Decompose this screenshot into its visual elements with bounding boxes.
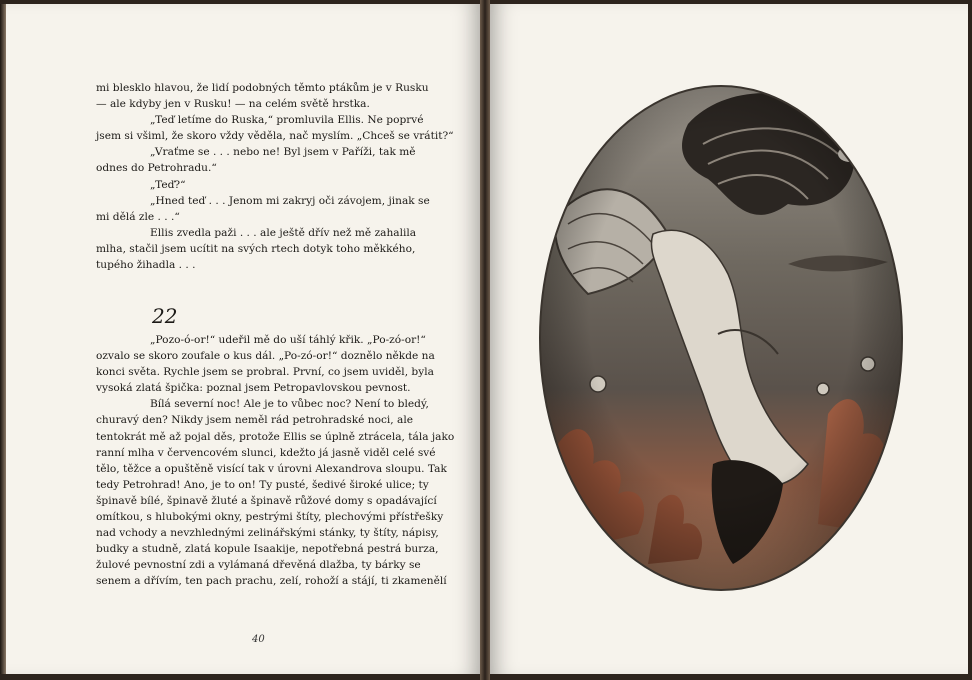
text-line: nad vchody a nevzhlednými zelinářskými stánky, ty štíty, nápisy, (96, 527, 439, 540)
text-line: Bílá severní noc! Ale je to vůbec noc? Není to bledý, (150, 398, 429, 411)
text-line: tělo, těžce a opuštěně visící tak v úrovni Alexandrova sloupu. Tak (96, 462, 447, 475)
text-line: žulové pevnostní zdi a vylámaná dřevěná dlažba, ty bárky se (96, 559, 421, 572)
text-block-top (96, 80, 454, 273)
text-line: ozvalo se skoro zoufale o kus dál. „Po-zó-or!“ doznělo někde na (96, 350, 435, 363)
text-line: vysoká zlatá špička: poznal jsem Petropavlovskou pevnost. (96, 382, 411, 395)
text-line: tentokrát mě až pojal děs, protože Ellis se úplně ztrácela, tála jako (96, 430, 455, 443)
text-line: ranní mlha v červencovém slunci, kdežto já jasně viděl celé své (96, 446, 436, 459)
text-line: „Vraťme se . . . nebo ne! Byl jsem v Paříži, tak mě (150, 146, 416, 159)
text-block-bottom (96, 332, 455, 590)
oval-etching-illustration (538, 84, 904, 592)
text-line: budky a studně, zlatá kopule Isaakije, nepotřebná pestrá burza, (96, 543, 439, 556)
text-line: odnes do Petrohradu.“ (96, 162, 217, 175)
text-line: „Hned teď . . . Jenom mi zakryj oči závojem, jinak se (150, 194, 430, 207)
text-line: „Teď?“ (150, 178, 186, 191)
text-line: — ale kdyby jen v Rusku! — na celém světě hrstka. (96, 98, 370, 111)
chapter-number: 22 (152, 304, 178, 328)
left-page (6, 4, 480, 674)
text-line: churavý den? Nikdy jsem neměl rád petrohradské noci, ale (96, 414, 413, 427)
text-line: mi dělá zle . . .“ (96, 210, 180, 223)
text-line: tupého žihadla . . . (96, 259, 196, 272)
text-line: „Pozo-ó-or!“ udeřil mě do uší táhlý křik. „Po-zó-or!“ (150, 334, 426, 346)
book-gutter (480, 0, 490, 680)
text-line: Ellis zvedla paži . . . ale ještě dřív než mě zahalila (150, 226, 417, 239)
text-line: tedy Petrohrad! Ano, je to on! Ty pusté, šedivé široké ulice; ty (96, 478, 429, 491)
text-line: senem a dřívím, ten pach prachu, zelí, rohoží a stájí, ti zkamenělí (96, 575, 447, 588)
text-line: omítkou, s hlubokými okny, pestrými štíty, plechovými přístřešky (96, 511, 444, 524)
text-line: konci světa. Rychle jsem se probral. První, co jsem uviděl, byla (96, 366, 434, 379)
text-line: mi blesklo hlavou, že lidí podobných těmto ptákům je v Rusku (96, 82, 429, 94)
text-line: špinavě bílé, špinavě žluté a špinavě růžové domy s opadávající (96, 494, 437, 507)
page-number: 40 (252, 634, 265, 645)
text-line: jsem si všiml, že skoro vždy věděla, nač myslím. „Chceš se vrátit?“ (96, 130, 454, 143)
text-line: „Teď letíme do Ruska,“ promluvila Ellis. Ne poprvé (150, 114, 424, 127)
text-line: mlha, stačil jsem ucítit na svých rtech dotyk toho měkkého, (96, 242, 416, 255)
